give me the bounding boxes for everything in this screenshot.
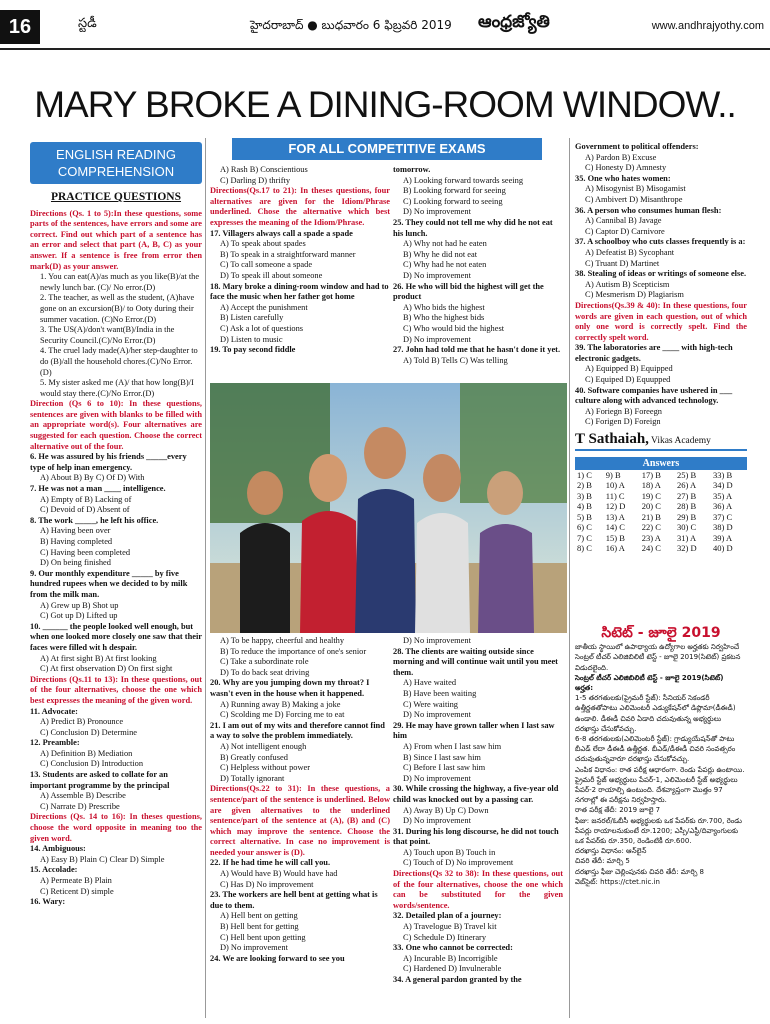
ctet-line: వెబ్‌సైట్‌: https://ctet.nic.in [575, 877, 660, 886]
answer-options: C) Reticent D) simple [40, 886, 114, 896]
answer-options: C) Schedule D) Itinerary [403, 932, 487, 942]
answer-cell: 2) B [577, 480, 592, 491]
answer-options: A) Permeate B) Plain [40, 876, 112, 885]
column-divider [205, 138, 206, 1018]
answers-row [575, 543, 747, 554]
answer-options: C) Conclusion D) Determine [40, 727, 137, 737]
answer-cell: 30) C [677, 522, 697, 533]
answer-options: A) To speak about spades [220, 239, 306, 249]
answer-cell: 27) B [677, 490, 697, 501]
answer-cell: 8) C [577, 543, 592, 554]
column-3-top [393, 165, 563, 366]
column-3-bottom [393, 636, 563, 986]
question-stem: 20. Why are you jumping down my throat? I wasn't even in the house when it happened. [210, 678, 370, 698]
ctet-line: 6-8 తరగతులకు(ఎలిమెంటరీ స్టేజ్‌): గ్రాడ్యుయేషన్‌తో పాటు బీఎడ్‌ లేదా డీఈడీ ఉత్తీర్ణత. బీఎడ్‌/డీఈడీ చివరి సంవత్సరం చదువుతున్నవారూ దరఖాస్తు చేసుకోవచ్చు. [575, 735, 736, 764]
answer-options: A) Rash B) Conscientious [220, 165, 308, 174]
answer-options: C) Has D) No improvement [220, 879, 314, 889]
question-stem: 30. While crossing the highway, a five-year old child was knocked out by a passing car. [393, 784, 559, 804]
answers-row [575, 522, 747, 533]
answer-options: B) Having completed [40, 537, 113, 546]
answer-cell: 3) B [577, 490, 592, 501]
ctet-line: దరఖాస్తు విధానం: ఆన్‌లైన్‌ [575, 847, 647, 856]
ctet-line: దరఖాస్తు ఫీజు చెల్లింపునకు చివరి తేదీ: మార్చి 8 [575, 867, 704, 876]
answer-options: C) Touch of D) No improvement [403, 858, 514, 868]
answers-row [575, 533, 747, 544]
answer-cell: 24) C [641, 543, 661, 554]
answer-options: A) To be happy, cheerful and healthy [220, 636, 345, 645]
answer-key [575, 457, 747, 554]
answer-options: C) Take a subordinate role [220, 657, 309, 667]
answers-row [575, 491, 747, 502]
answer-options: A) Empty of B) Lacking of [40, 494, 132, 504]
answer-options: C) Mesmerism D) Plagiarism [585, 290, 684, 300]
answer-options: A) Accept the punishment [220, 302, 308, 312]
answers-heading: Answers [575, 457, 747, 470]
question-stem: 6. He was assured by his friends _____every type of help inan emergency. [30, 452, 187, 472]
column-2-bottom [210, 636, 390, 964]
answer-cell: 7) C [577, 532, 592, 543]
answer-cell: 37) C [712, 511, 733, 522]
issue-date: హైదరాబాద్ ● బుధవారం 6 ఫిబ్రవరి 2019 [250, 18, 452, 32]
answer-cell: 13) A [605, 511, 625, 522]
answers-row [575, 480, 747, 491]
answer-options: 3. The US(A)/don't want(B)/India in the Security Council.(C)/No Error.(D) [40, 325, 175, 345]
answer-options: C) Equiped D) Equupped [585, 375, 671, 385]
question-stem: 16. Wary: [30, 897, 66, 907]
answer-cell: 29) B [677, 511, 697, 522]
answer-options: C) Darling D) thrifty [220, 175, 291, 185]
answer-options: 5. My sister asked me (A)/ that how long(B)/I would stay there.(C)/No Error.(D) [40, 378, 194, 398]
page-number: 16 [0, 10, 40, 44]
ctet-line: ఫీజు: జనరల్‌/ఓబీసీ అభ్యర్థులకు ఒక పేపర్‌కు రూ.700, రెండు పేపర్లు రాయాలనుకుంటే రూ.1200; ఎస్సీ/ఎస్టీ/దివ్యాంగులకు ఒక పేపర్‌కు రూ.350, రెండింటికీ రూ.600. [575, 816, 742, 846]
brand-logo: ఆంధ్రజ్యోతి [478, 12, 550, 32]
directions-text: Directions (Qs.11 to 13): In these questions, out of the four alternatives, choose the one which best expresses the meaning of the given word. [30, 674, 202, 705]
answer-options: A) Foriegn B) Foreegn [585, 406, 662, 416]
answer-cell: 22) C [641, 522, 661, 533]
answer-options: A) Assemble B) Describe [40, 791, 126, 801]
question-stem: 10. ______ the people looked well enough, but when one looked more closely one saw that their faces were filled wit h despair. [30, 621, 202, 652]
question-stem: 23. The workers are hell bent at getting what is due to them. [210, 890, 378, 910]
directions-text: Directions (Qs. 14 to 16): In theses questions, choose the word opposite in meaning too the given word. [30, 812, 202, 843]
answer-options: A) Cannibal B) Javage [585, 216, 662, 226]
answer-options: A) Grew up B) Shot up [40, 600, 119, 610]
question-stem: 21. I am out of my wits and therefore cannot find a way to solve the problem immediately. [210, 720, 385, 741]
answer-options: D) No improvement [403, 636, 471, 645]
masthead-rule [0, 48, 770, 50]
question-stem: 33. One who cannot be corrected: [393, 943, 513, 953]
question-stem: 38. Stealing of ideas or writings of someone else. [575, 269, 747, 279]
answer-options: D) No improvement [403, 334, 471, 344]
answer-options: B) To reduce the importance of one's senior [220, 646, 367, 656]
answer-options: A) Incurable B) Incorrigible [403, 953, 498, 963]
answer-options: D) No improvement [403, 207, 471, 217]
section-banner: ENGLISH READING COMPREHENSION [30, 142, 202, 184]
answer-options: B) Why he did not eat [403, 249, 478, 259]
answer-options: C) Hardened D) Invulnerable [403, 964, 502, 974]
author-institute: Vikas Academy [651, 436, 711, 447]
question-stem: 13. Students are asked to collate for an important programme by the principal [30, 770, 170, 790]
answer-options: A) Equipped B) Equipped [585, 364, 673, 374]
question-stem: 39. The laboratories are ____ with high-tech electronic gadgets. [575, 343, 733, 363]
ctet-line: అర్హత: [575, 684, 593, 693]
question-stem: 7. He was not a man ____ intelligence. [30, 484, 166, 494]
answer-cell: 23) A [641, 532, 661, 543]
answer-cell: 10) A [605, 480, 625, 491]
answer-options: A) Looking forward towards seeing [403, 175, 524, 185]
directions-text: Directions(Qs 32 to 38): In these questions, out of the four alternatives, choose the one which can be substituted for the given words/sentence. [393, 869, 563, 910]
answers-row [575, 470, 747, 481]
question-stem: tomorrow. [393, 165, 431, 174]
question-stem: 15. Accolade: [30, 865, 78, 875]
answer-options: C) Looking forward to seeing [403, 196, 503, 206]
answers-table [575, 470, 747, 554]
answer-cell: 36) A [712, 501, 733, 512]
answer-options: C) Helpless without power [220, 763, 311, 773]
column-divider [569, 138, 570, 1018]
answer-options: C) Ambivert D) Misanthrope [585, 194, 683, 204]
answer-options: A) Would have B) Would have had [220, 869, 338, 879]
answer-cell: 15) B [605, 532, 625, 543]
ctet-line: 1-5 తరగతులకు(ప్రైమరీ స్టేజ్‌): సీనియర్‌ సెకండరీ ఉత్తీర్ణతతోపాటు ఎలిమెంటరీ ఎడ్యుకేషన్‌లో డిప్లొమా(డీఈడీ) ఉండాలి. డీఈడీ చివరి ఏడాది చదువుతున్న అభ్యర్థులు దరఖాస్తు చేసుకోవచ్చు. [575, 694, 736, 733]
answer-options: C) Ask a lot of questions [220, 323, 304, 333]
ctet-notice [575, 625, 747, 887]
answer-options: A) Easy B) Plain C) Clear D) Simple [40, 854, 165, 864]
answer-options: D) No improvement [403, 710, 471, 720]
answer-options: 1. You can eat(A)/as much as you like(B)/at the newly lunch bar. (C)/ No error.(D) [40, 272, 200, 292]
answer-cell: 11) C [605, 490, 625, 501]
website-url: www.andhrajyothy.com [651, 20, 764, 32]
directions-text: Directions(Qs.39 & 40): In these questions, four words are given in each question, out of which only one word is correctly spelt. Find the correctly spelt word. [575, 300, 747, 342]
answers-row [575, 501, 747, 512]
students-photo [210, 383, 567, 633]
answer-options: A) Definition B) Mediation [40, 748, 133, 758]
question-stem: 40. Software companies have ushered in ___ culture along with advanced technology. [575, 385, 733, 406]
author-name: T Sathaiah, [575, 431, 649, 448]
answer-cell: 40) D [712, 543, 733, 554]
answer-cell: 6) C [577, 522, 592, 533]
answer-cell: 38) D [712, 522, 733, 533]
answer-options: B) Who the highest bids [403, 313, 485, 323]
answer-cell: 33) B [712, 469, 733, 480]
answer-options: C) Conclusion D) Introduction [40, 759, 144, 769]
answer-options: A) Travelogue B) Travel kit [403, 922, 497, 932]
question-stem: 34. A general pardon granted by the [393, 975, 522, 984]
answer-options: A) Told B) Tells C) Was telling [403, 355, 508, 365]
answer-options: D) Totally ignorant [220, 773, 285, 783]
ctet-title: సిటెట్‌ - జూలై 2019 [601, 625, 721, 641]
answer-cell: 26) A [677, 480, 697, 491]
answer-options: B) Listen carefully [220, 313, 284, 323]
answer-cell: 16) A [605, 543, 625, 554]
answers-row [575, 512, 747, 523]
question-stem: 27. John had told me that he hasn't done it yet. [393, 345, 561, 355]
answer-options: B) Since I last saw him [403, 752, 481, 762]
question-stem: 32. Detailed plan of a journey: [393, 911, 502, 921]
answer-options: A) Running away B) Making a joke [220, 699, 341, 709]
answer-options: C) Scolding me D) Forcing me to eat [220, 710, 345, 720]
answer-cell: 17) B [641, 469, 661, 480]
answer-options: C) Forigen D) Foreign [585, 417, 661, 427]
answer-options: B) Greatly confused [220, 752, 288, 762]
answer-cell: 32) D [677, 543, 697, 554]
answer-options: D) To speak ill about someone [220, 270, 323, 280]
answer-cell: 31) A [677, 532, 697, 543]
answer-options: A) At first sight B) At first looking [40, 653, 157, 663]
question-stem: 29. He may have grown taller when I last saw him [393, 720, 555, 741]
answer-options: D) No improvement [403, 816, 471, 826]
directions-text: Directions(Qs.17 to 21): In theses questions, four alternatives are given for the Idiom/Phrase underlined. Chose the alternative which best expresses the meaning of the Idiom/Phrase. [210, 186, 390, 227]
ctet-line: చివరి తేదీ: మార్చి 5 [575, 857, 630, 866]
masthead [0, 0, 770, 48]
answer-options: A) Predict B) Pronounce [40, 717, 124, 727]
answer-options: D) No improvement [220, 943, 288, 953]
exam-banner: FOR ALL COMPETITIVE EXAMS [232, 138, 542, 160]
answer-cell: 5) B [577, 511, 592, 522]
answer-options: A) From when I last saw him [403, 741, 502, 751]
answer-options: C) Having been completed [40, 547, 131, 557]
answer-options: A) Hell bent on getting [220, 911, 298, 921]
question-stem: 36. A person who consumes human flesh: [575, 205, 722, 215]
answer-cell: 19) C [641, 490, 661, 501]
answer-cell: 25) B [677, 469, 697, 480]
answer-cell: 35) A [712, 490, 733, 501]
question-stem: Government to political offenders: [575, 142, 699, 151]
answer-cell: 34) D [712, 480, 733, 491]
directions-text: Directions (Qs. 1 to 5):In these questions, some parts of the sentences, have errors and some are correct. Find out which part of a sentence has an error and select that part (A, B, C) as your answer. If a sentence is free from error then mark(D) as your answer. [30, 208, 202, 271]
question-stem: 22. If he had time he will call you. [210, 858, 331, 868]
answer-options: A) Why not had he eaten [403, 239, 487, 249]
answer-options: C) Truant D) Martinet [585, 258, 660, 268]
answer-cell: 21) B [641, 511, 661, 522]
answer-options: C) At first observation D) On first sight [40, 664, 173, 674]
answer-options: A) Defeatist B) Sycophant [585, 247, 675, 257]
answer-options: D) To do back seat driving [220, 667, 310, 677]
question-stem: 25. They could not tell me why did he not eat his lunch. [393, 217, 553, 238]
question-stem: 26. He who will bid the highest will get the product [393, 281, 544, 302]
question-stem: 11. Advocate: [30, 706, 78, 716]
answer-options: A) About B) By C) Of D) With [40, 473, 145, 483]
answer-options: A) Who bids the highest [403, 302, 485, 312]
answer-cell: 20) C [641, 501, 661, 512]
answer-options: C) Hell bent upon getting [220, 932, 306, 942]
answer-options: A) Pardon B) Excuse [585, 152, 657, 162]
answer-cell: 28) B [677, 501, 697, 512]
ctet-line: రాత పరీక్ష తేదీ: 2019 జూలై 7 [575, 806, 661, 815]
question-stem: 12. Preamble: [30, 738, 80, 748]
answer-options: C) Narrate D) Prescribe [40, 801, 120, 811]
answer-cell: 4) B [577, 501, 592, 512]
answer-options: C) Devoid of D) Absent of [40, 505, 130, 515]
question-stem: 35. One who hates women: [575, 173, 671, 183]
answer-cell: 12) D [605, 501, 626, 512]
question-stem: 28. The clients are waiting outside since morning and will continue wait until you meet them. [393, 646, 558, 677]
answer-options: A) Not intelligent enough [220, 741, 307, 751]
answer-options: C) Honesty D) Amnesty [585, 163, 667, 173]
answer-options: B) Looking forward for seeing [403, 186, 506, 196]
ctet-line: సెంట్రల్‌ టీచర్‌ ఎలిజిబిలిటీ టెస్ట్‌ - జూలై 2019(సిటెట్‌) [575, 673, 724, 682]
question-stem: 8. The work _____, he left his office. [30, 515, 159, 525]
answer-options: B) To speak in a straightforward manner [220, 249, 356, 259]
answer-options: B) Hell bent for getting [220, 922, 299, 932]
answer-options: C) Who would bid the highest [403, 323, 505, 333]
answer-options: C) Why had he not eaten [403, 260, 487, 270]
question-stem: 18. Mary broke a dining-room window and had to face the music when her father got home [210, 281, 389, 302]
answer-cell: 14) C [605, 522, 625, 533]
question-stem: 31. During his long discourse, he did not touch that point. [393, 826, 559, 847]
answer-cell: 39) A [712, 532, 733, 543]
answer-options: C) Captor D) Carnivore [585, 226, 665, 236]
answer-options: A) Away B) Up C) Down [403, 805, 489, 815]
ctet-line: ఎంపిక విధానం: రాత పరీక్ష ఆధారంగా. రెండు పేపర్లు ఉంటాయి. ప్రైమరీ స్టేజ్‌ అభ్యర్థులు పేపర్‌-1, ఎలిమెంటరీ స్టేజ్‌ అభ్యర్థులు పేపర్‌-2 రాయాల్సి ఉంటుంది. దేశవ్యాప్తంగా మొత్తం 97 నగరాల్లో ఈ పరీక్షను నిర్వహిస్తారు. [575, 765, 745, 805]
question-stem: 19. To pay second fiddle [210, 345, 296, 355]
answer-options: A) Autism B) Scepticism [585, 279, 670, 289]
answer-cell: 18) A [641, 480, 661, 491]
question-stem: 9. Our monthly expenditure _____ by five hundred rupees when we decided to by milk from the milk man. [30, 568, 188, 599]
answer-cell: 9) B [605, 469, 621, 480]
directions-text: Direction (Qs 6 to 10): In these questions, sentences are given with blanks to be filled with an appropriate word(s). Four alternatives are suggested for each question. Choose the correct alternative out of the four. [30, 399, 202, 451]
answer-options: D) Listen to music [220, 334, 283, 344]
answer-options: A) Misogynist B) Misogamist [585, 184, 686, 194]
answer-options: C) Before I last saw him [403, 763, 486, 773]
author-byline [575, 431, 747, 451]
answer-options: A) Touch upon B) Touch in [403, 847, 496, 857]
answer-options: D) No improvement [403, 270, 471, 280]
question-stem: 24. We are looking forward to see you [210, 953, 345, 963]
section-name: స్టడీ [78, 16, 97, 31]
ctet-line: జాతీయ స్థాయిలో ఉపాధ్యాయ ఉద్యోగాల అర్హతకు నిర్వహించే సెంట్రల్‌ టీచర్‌ ఎలిజిబిలిటీ టెస్ట్‌ - జూలై 2019(సిటెట్‌) ప్రకటన విడుదలైంది. [575, 643, 741, 672]
answer-options: 4. The cruel lady made(A)/her step-daughter to do (B)/all the household chores.(C)/No Error. (D) [40, 346, 198, 377]
answer-options: A) Having been over [40, 526, 111, 536]
headline: MARY BROKE A DINING-ROOM WINDOW.. [34, 84, 736, 125]
answer-options: B) Have been waiting [403, 688, 477, 698]
column-2-top [210, 165, 390, 356]
column-4 [575, 142, 747, 554]
answer-options: 2. The teacher, as well as the student, (A)have gone on an excursion(B)/ to Ooty during their summer vacation. (C)No Error.(D) [40, 293, 195, 324]
directions-text: Directions(Qs.22 to 31): In these questions, a sentence/part of the sentence is underlined. Below are given alternatives to the underlined sentence/part of the sentence at (A), (B) and (C) which may improve the sentence. Choose the correct alternative. In case no improvement is needed your answer is (D). [210, 784, 390, 857]
practice-heading: PRACTICE QUESTIONS [50, 191, 182, 203]
question-stem: 17. Villagers always call a spade a spade [210, 228, 353, 238]
answer-options: C) Were waiting [403, 699, 458, 709]
column-1 [30, 142, 202, 908]
answer-options: D) On being finished [40, 558, 111, 568]
answer-options: C) Got up D) Lifted up [40, 611, 118, 621]
question-stem: 14. Ambiguous: [30, 844, 86, 854]
answer-options: D) No improvement [403, 773, 471, 783]
question-stem: 37. A schoolboy who cuts classes frequently is a: [575, 237, 746, 247]
answer-options: C) To call someone a spade [220, 260, 313, 270]
answer-options: A) Have waited [403, 678, 457, 688]
answer-cell: 1) C [577, 469, 592, 480]
